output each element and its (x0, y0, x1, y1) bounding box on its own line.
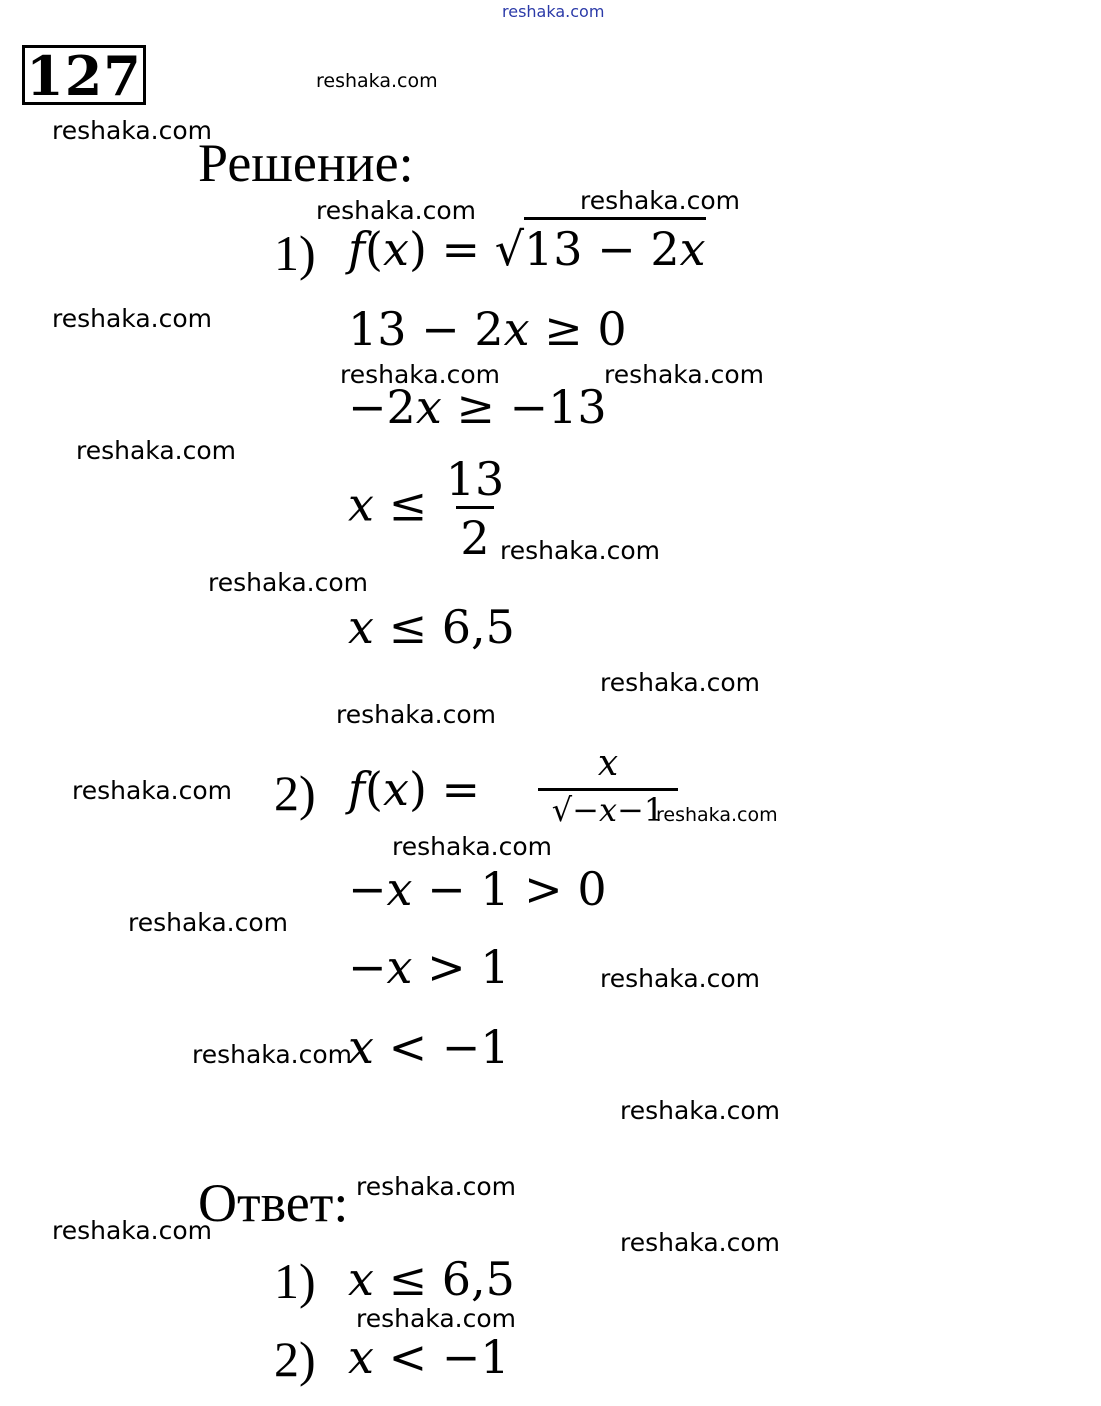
answer2 (348, 1330, 510, 1384)
equals-sign: = (441, 222, 481, 276)
watermark-top: reshaka.com (502, 2, 605, 21)
watermark: reshaka.com (52, 1216, 212, 1245)
part1-step2 (348, 380, 607, 434)
fraction-denominator: 2 (456, 506, 493, 561)
part1-label: 1) (274, 225, 316, 281)
watermark: reshaka.com (580, 186, 740, 215)
answer-rel: ≤ 6,5 (373, 1252, 515, 1306)
f-symbol: f (348, 222, 366, 276)
x-var: x (415, 380, 442, 434)
solution-heading: Решение: (198, 133, 414, 193)
part2-label: 2) (274, 765, 316, 821)
watermark: reshaka.com (208, 568, 368, 597)
part2-step1 (348, 862, 607, 916)
step-rel: > 1 (412, 940, 510, 994)
part1-step3 (348, 452, 508, 565)
step-rel: ≤ 6,5 (373, 600, 515, 654)
task-number: 127 (22, 45, 146, 105)
step-rel: ≥ −13 (441, 380, 607, 434)
watermark: reshaka.com (600, 964, 760, 993)
open-paren: ( (365, 762, 383, 816)
minus-sign: − (348, 862, 387, 916)
x-var: x (382, 762, 409, 816)
x-var: x (348, 477, 374, 532)
x-var: x (348, 1330, 374, 1384)
watermark: reshaka.com (500, 536, 660, 565)
part2-step2 (348, 940, 510, 994)
watermark: reshaka.com (52, 116, 212, 145)
watermark: reshaka.com (336, 700, 496, 729)
watermark: reshaka.com (656, 804, 778, 826)
watermark: reshaka.com (620, 1228, 780, 1257)
watermark: reshaka.com (316, 196, 476, 225)
answer1 (348, 1252, 515, 1306)
watermark: reshaka.com (356, 1304, 516, 1333)
sqrt-icon: √ (494, 222, 524, 276)
f-symbol: f (348, 762, 366, 816)
minus-sign: − (348, 940, 387, 994)
fraction (442, 452, 509, 565)
part2-fraction (538, 744, 678, 829)
x-var: x (382, 222, 409, 276)
sqrt-icon: √ (551, 791, 573, 829)
answer-heading: Ответ: (198, 1173, 349, 1233)
fraction-numerator: 13 (445, 452, 505, 506)
watermark: reshaka.com (620, 1096, 780, 1125)
sqrt-radicand (572, 789, 664, 829)
x-var: x (348, 600, 374, 654)
fraction-numerator: x (538, 744, 678, 791)
part1-function (348, 222, 706, 276)
answer-rel: < −1 (373, 1330, 510, 1384)
answer1-label: 1) (274, 1253, 316, 1309)
watermark: reshaka.com (356, 1172, 516, 1201)
part2-function (348, 762, 481, 816)
watermark: reshaka.com (192, 1040, 352, 1069)
answer2-label: 2) (274, 1331, 316, 1387)
step-lhs: −2 (348, 380, 416, 434)
close-paren: ) (408, 762, 427, 816)
watermark: reshaka.com (392, 832, 552, 861)
x-var: x (348, 1020, 374, 1074)
watermark: reshaka.com (340, 360, 500, 389)
close-paren: ) (408, 222, 427, 276)
watermark: reshaka.com (72, 776, 232, 805)
x-var: x (386, 862, 413, 916)
step-rel: ≤ (373, 477, 442, 532)
sqrt-radicand (524, 217, 706, 276)
step-rel: − 1 > 0 (412, 862, 607, 916)
fraction-denominator (538, 791, 678, 829)
x-var: x (348, 1252, 374, 1306)
x-var: x (598, 791, 618, 829)
watermark: reshaka.com (604, 360, 764, 389)
watermark: reshaka.com (76, 436, 236, 465)
step-rel: ≥ 0 (529, 302, 627, 356)
watermark: reshaka.com (600, 668, 760, 697)
watermark: reshaka.com (316, 70, 438, 92)
x-var: x (386, 940, 413, 994)
radicand-rest: −1 (617, 791, 665, 829)
step-rel: < −1 (373, 1020, 510, 1074)
part1-step1 (348, 302, 627, 356)
minus-sign: − (572, 791, 599, 829)
open-paren: ( (365, 222, 383, 276)
step-lhs: 13 − 2 (348, 302, 504, 356)
watermark: reshaka.com (128, 908, 288, 937)
part1-step4 (348, 600, 515, 654)
x-var: x (503, 302, 530, 356)
part2-step3 (348, 1020, 510, 1074)
equals-sign: = (441, 762, 481, 816)
radicand-text: 13 − 2 (524, 222, 680, 276)
x-var: x (679, 222, 706, 276)
watermark: reshaka.com (52, 304, 212, 333)
